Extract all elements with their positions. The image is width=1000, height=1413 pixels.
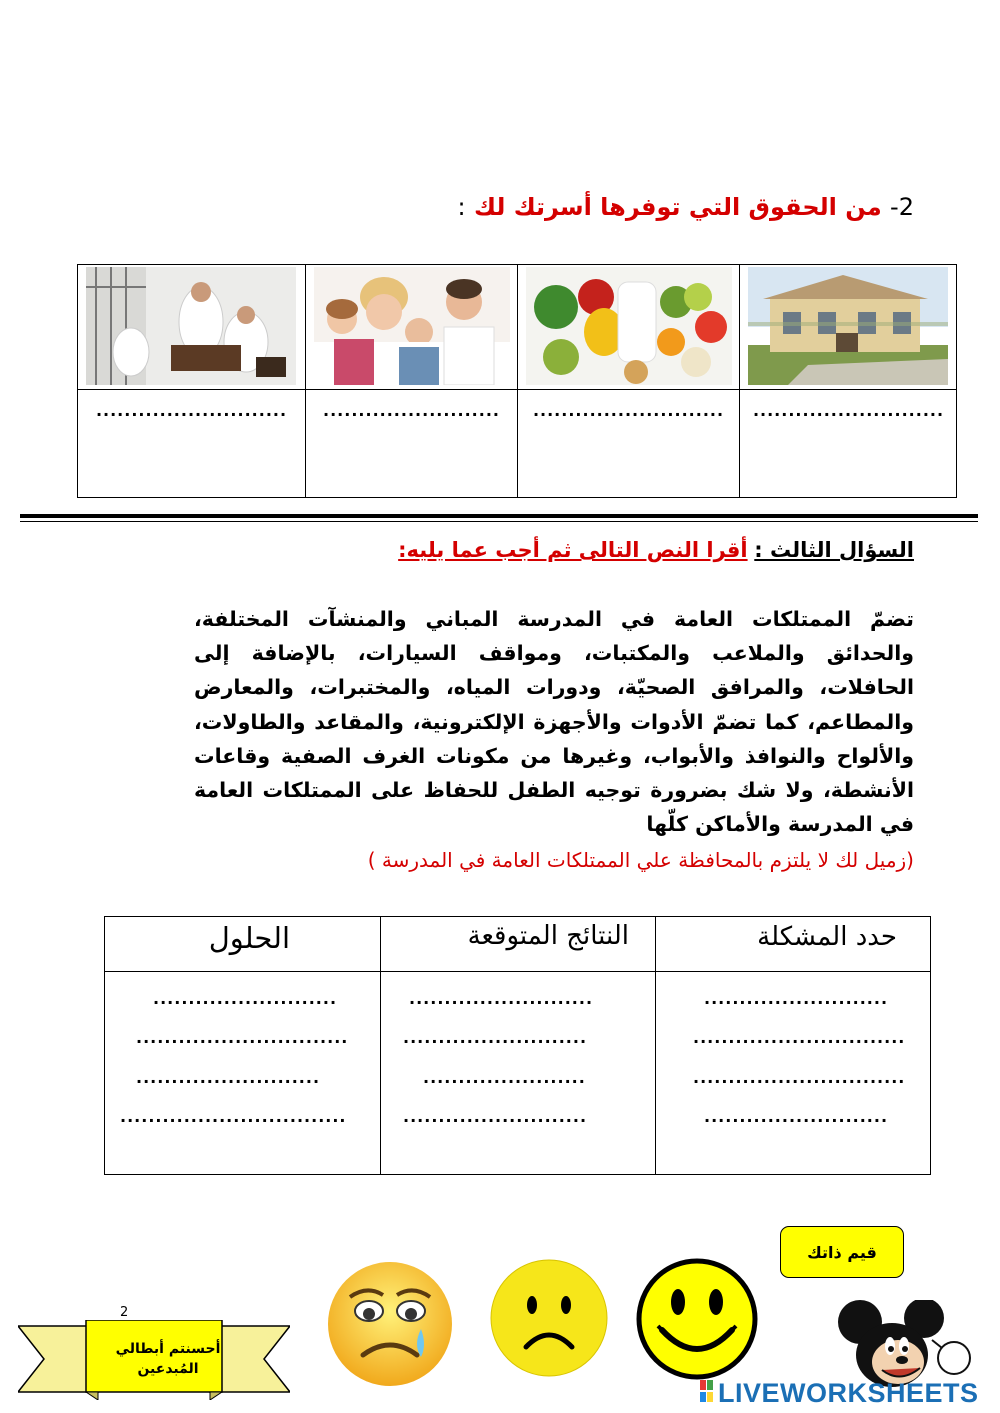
- header-results: النتائج المتوقعة: [467, 921, 629, 951]
- sad-face-icon[interactable]: [488, 1257, 610, 1379]
- header-solutions: الحلول: [208, 921, 290, 955]
- section-divider-thin: [20, 521, 978, 522]
- question-3-label: السؤال الثالث :: [754, 538, 914, 562]
- column-solutions: [105, 917, 380, 1174]
- scenario-text: (زميل لك لا يلتزم بالمحافظة علي الممتلكات العامة في المدرسة ): [367, 848, 914, 872]
- column-results: [380, 917, 656, 1174]
- question-colon: :: [457, 193, 466, 221]
- rights-cell-house: [739, 265, 957, 497]
- answer-line[interactable]: ..........................: [409, 989, 594, 1008]
- question-2-heading: [458, 193, 914, 221]
- answer-line[interactable]: ..........................: [704, 1107, 889, 1126]
- rights-cell-family: [305, 265, 517, 497]
- page-number: 2: [120, 1305, 129, 1320]
- praise-banner: [18, 1320, 290, 1400]
- answer-line[interactable]: ..........................: [136, 1068, 321, 1087]
- family-image: [314, 267, 510, 385]
- column-header: [381, 917, 655, 972]
- answer-line[interactable]: ...........................: [752, 401, 945, 420]
- cartoon-mouse-icon: [832, 1300, 982, 1390]
- answer-line[interactable]: .......................: [423, 1068, 586, 1087]
- answer-line[interactable]: ..........................: [153, 989, 338, 1008]
- education-image: [86, 267, 296, 385]
- question-3-instruction: أقرا النص التالى ثم أجب عما يليه:: [398, 538, 748, 562]
- food-image: [526, 267, 732, 385]
- header-problem: حدد المشكلة: [757, 922, 897, 952]
- answer-line[interactable]: ..............................: [693, 1068, 906, 1087]
- praise-text: [104, 1320, 232, 1398]
- happy-face-icon[interactable]: [634, 1256, 760, 1382]
- rights-cell-food: [517, 265, 739, 497]
- reading-paragraph: تضمّ الممتلكات العامة في المدرسة المباني والمنشآت المختلفة، والحدائق والملاعب والمكتبات، ومواقف السيارات، بالإضافة إلى الحافلات، والمرافق الصحيّة، ودورات المياه، والمختبرات، والمعارض والمطاعم، كما تضمّ الأدوات والأجهزة الإلكترونية، والمقاعد والطاولات، والألواح والنوافذ والأبواب، وغيرها من مكونات الغرف الصفية وقاعات الأنشطة، ولا شك بضرورة توجيه الطفل للحفاظ على الممتلكات العامة في المدرسة والأماكن كلّها: [194, 607, 914, 837]
- question-text: من الحقوق التي توفرها أسرتك لك: [473, 193, 882, 221]
- answer-line[interactable]: ..........................: [704, 989, 889, 1008]
- rights-cell-education: [78, 265, 305, 497]
- rights-table: [77, 264, 957, 498]
- answer-line[interactable]: ................................: [120, 1107, 347, 1126]
- liveworksheets-logo-icon: [700, 1380, 714, 1404]
- answer-line[interactable]: ..........................: [403, 1028, 588, 1047]
- section-divider: [20, 514, 978, 518]
- column-problem: [656, 917, 930, 1174]
- column-header: [656, 917, 930, 972]
- praise-line-1: أحسنتم أبطالي: [115, 1341, 221, 1357]
- column-header: [105, 917, 380, 972]
- answer-line[interactable]: ...........................: [95, 401, 288, 420]
- answer-line[interactable]: ..........................: [403, 1107, 588, 1126]
- crying-face-icon[interactable]: [325, 1259, 455, 1389]
- answer-line[interactable]: ..............................: [136, 1028, 349, 1047]
- self-evaluate-button[interactable]: قيم ذاتك: [780, 1226, 904, 1278]
- footer-brand: LIVEWORKSHEETS: [718, 1378, 979, 1408]
- house-image: [748, 267, 948, 385]
- answer-line[interactable]: ...........................: [532, 401, 725, 420]
- answer-line[interactable]: ..............................: [693, 1028, 906, 1047]
- answer-line[interactable]: .........................: [323, 401, 500, 420]
- question-3-heading: [398, 538, 914, 562]
- problem-table: [104, 916, 931, 1175]
- praise-line-2: المُبدعين: [137, 1361, 199, 1377]
- question-number: 2-: [890, 193, 914, 221]
